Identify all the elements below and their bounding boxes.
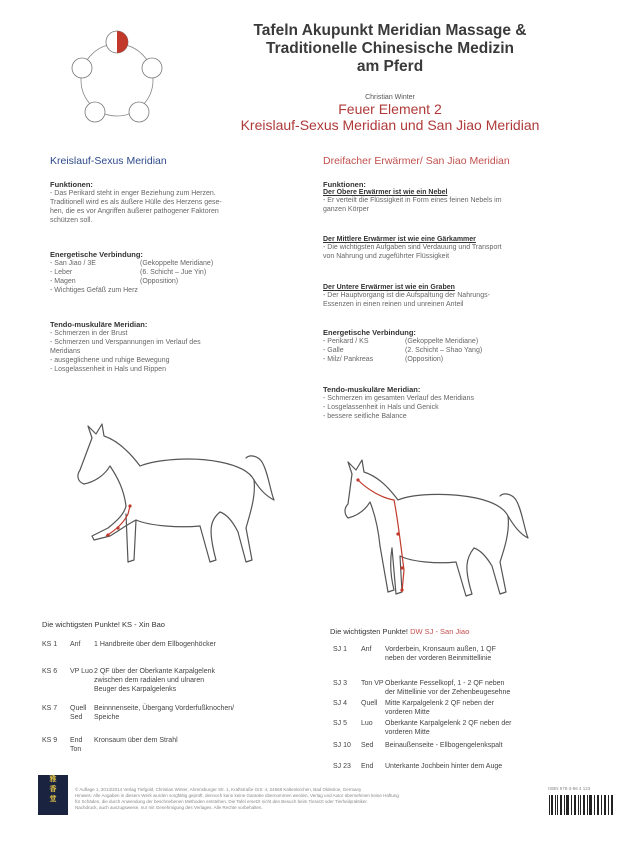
title-line: Tafeln Akupunkt Meridian Massage & <box>253 22 527 39</box>
left-heading: Kreislauf-Sexus Meridian <box>50 155 167 167</box>
text-line: hen, die es vor Angriffen äußerer pathogener Faktoren <box>50 208 219 215</box>
text-line: - Das Perikard steht in enger Beziehung zum Herzen. <box>50 190 216 197</box>
right-mittlere <box>323 236 603 261</box>
energ-row: - Perikard / KS (Gekoppelte Meridiane) <box>323 338 479 345</box>
text-line: - Losgelassenheit in Hals und Genick <box>323 404 439 411</box>
point-row: SJ 10 Sed Beinaußenseite - Ellbogengelenkspalt <box>333 742 503 749</box>
subsection-title: Der Mittlere Erwärmer ist wie eine Gärkammer <box>323 236 476 243</box>
acupoint-marker <box>400 588 403 591</box>
text-line: Meridians <box>50 348 81 355</box>
text-line: Traditionell wird es als äußere Hülle des Herzens gese- <box>50 199 222 206</box>
energ-row: - Milz/ Pankreas (Opposition) <box>323 356 444 363</box>
left-funktionen <box>50 180 320 225</box>
text-line: - ausgeglichene und ruhige Bewegung <box>50 357 170 364</box>
text-line: - Schmerzen in der Brust <box>50 330 128 337</box>
text-line: Essenzen in einen reinen und unreinen Anteil <box>323 301 464 308</box>
poster-title <box>200 22 580 76</box>
publisher-logo: 雅 香 堂 <box>38 775 68 815</box>
element-subtitle <box>200 101 580 133</box>
barcode <box>548 795 614 819</box>
right-tendo <box>323 385 603 421</box>
author-name: Christian Winter <box>365 94 415 101</box>
acupoint-marker <box>400 566 403 569</box>
text-line: schützen soll. <box>50 217 93 224</box>
text-line: - Schmerzen im gesamten Verlauf des Meridians <box>323 395 474 402</box>
section-title: Tendo-muskuläre Meridian: <box>50 320 148 329</box>
text-line: - Die wichtigsten Aufgaben sind Verdauung und Transport <box>323 244 502 251</box>
meridian-subtitle: Kreislauf-Sexus Meridian und San Jiao Meridian <box>240 117 540 133</box>
text-line: - bessere seitliche Balance <box>323 413 407 420</box>
subsection-title: Der Untere Erwärmer ist wie ein Graben <box>323 284 455 291</box>
footer-text <box>75 787 535 811</box>
text-line: - Der Hauptvorgang ist die Aufspaltung der Nahrungs- <box>323 292 490 299</box>
energ-row: - Wichtiges Gefäß zum Herz <box>50 287 138 294</box>
point-row: KS 1 Anf 1 Handbreite über dem Ellbogenhöcker <box>42 641 216 648</box>
left-energetische <box>50 250 320 295</box>
meridian-line-right <box>358 480 404 592</box>
text-line: ganzen Körper <box>323 206 369 213</box>
right-funktionen <box>323 180 603 214</box>
footer-line: Hinweis: Alle Angaben in diesem Werk wurden sorgfältig geprüft, dennoch kann keine Garantie übernommen werden. Verlag und Autor übernehmen keine Haftung <box>75 793 399 798</box>
right-heading: Dreifacher Erwärmer/ San Jiao Meridian <box>323 155 510 167</box>
acupoint-marker <box>128 504 131 507</box>
right-points-list <box>333 645 623 771</box>
right-energetische <box>323 328 603 364</box>
point-row: SJ 4 Quell Mitte Karpalgelenk 2 QF neben der vorderen Mitte <box>333 700 494 716</box>
acupoint-marker <box>106 533 109 536</box>
left-points-title: Die wichtigsten Punkte! KS - Xin Bao <box>42 620 165 629</box>
energ-row: - Leber (6. Schicht – Jue Yin) <box>50 269 207 276</box>
text-line: - Schmerzen und Verspannungen im Verlauf des <box>50 339 201 346</box>
section-title: Funktionen: <box>50 180 93 189</box>
right-points-title: Die wichtigsten Punkte! DW SJ - San Jiao <box>330 627 470 636</box>
point-row: SJ 3 Ton VPOberkante Fesselkopf, 1 - 2 QF neben der Mittellinie vor der Zehenbeugesehne <box>333 680 511 696</box>
text-line: - Er verteilt die Flüssigkeit in Form eines feinen Nebels im <box>323 197 502 204</box>
five-element-node-left <box>72 58 92 78</box>
horse-illustration-right <box>342 450 542 610</box>
energ-row: - Galle (2. Schicht – Shao Yang) <box>323 347 483 354</box>
horse-illustration-left <box>70 410 290 580</box>
section-title: Tendo-muskuläre Meridian: <box>323 385 421 394</box>
section-title: Energetische Verbindung: <box>50 250 143 259</box>
five-element-node-right <box>142 58 162 78</box>
point-row: SJ 23 End Unterkante Jochbein hinter dem Auge <box>333 763 503 770</box>
acupoint-marker <box>396 532 399 535</box>
five-element-node-top <box>106 31 128 53</box>
left-tendo <box>50 320 320 374</box>
footer-line: © Auflage 1, 2013/2014 Verlag Tiefgold, Christian Winter, Ahrensburger Str. 1, Kraftstraße Grtr. 4, 24568 Kaltenkirchen, Bad Oldesloe, Germany <box>75 787 362 792</box>
title-line: Traditionelle Chinesische Medizin <box>265 40 515 57</box>
text-line: - Losgelassenheit in Hals und Rippen <box>50 366 166 373</box>
five-element-diagram <box>55 28 180 133</box>
left-points-list <box>42 640 327 754</box>
footer-line: Nachdruck, auch auszugsweise, nur mit Genehmigung des Verlages. Alle Rechte vorbehalten. <box>75 805 263 810</box>
point-row: KS 6 VP Luo2 QF über der Oberkante Karpalgelenk zwischen dem radialen und ulnaren Beuger des Karpalgelenks <box>42 668 216 693</box>
point-row: SJ 5 Luo Oberkante Karpalgelenk 2 QF neben der vorderen Mitte <box>333 720 512 736</box>
five-element-node-bottom-right <box>129 102 149 122</box>
subsection-title: Der Obere Erwärmer ist wie ein Nebel <box>323 189 448 196</box>
point-row: KS 9 End TonKronsaum über dem Strahl <box>42 737 178 753</box>
right-untere <box>323 284 603 309</box>
acupoint-marker <box>356 478 359 481</box>
acupoint-marker <box>116 526 119 529</box>
point-row: SJ 1 Anf Vorderbein, Kronsaum außen, 1 QF neben der vorderen Beinmittellinie <box>333 646 496 662</box>
section-title: Funktionen: <box>323 180 366 189</box>
isbn-label: ISBN 978-3-86 4 123 <box>548 786 591 791</box>
footer-line: für Schäden, die durch Anwendung der beschriebenen Methoden entstehen. Die Tafel ersetzt nicht den Besuch beim Tierarzt oder Tierheilpraktiker. <box>75 799 368 804</box>
title-line: am Pferd <box>356 58 424 75</box>
energ-row: - San Jiao / 3E (Gekoppelte Meridiane) <box>50 260 214 267</box>
energ-row: - Magen (Opposition) <box>50 278 179 285</box>
section-title: Energetische Verbindung: <box>323 328 416 337</box>
text-line: von Nahrung und zugeführter Flüssigkeit <box>323 253 450 260</box>
five-element-node-bottom-left <box>85 102 105 122</box>
element-name: Feuer Element 2 <box>338 101 442 117</box>
point-row: KS 7 Quell SedBeinnnenseite, Übergang Vorderfußknochen/ Speiche <box>42 705 235 721</box>
